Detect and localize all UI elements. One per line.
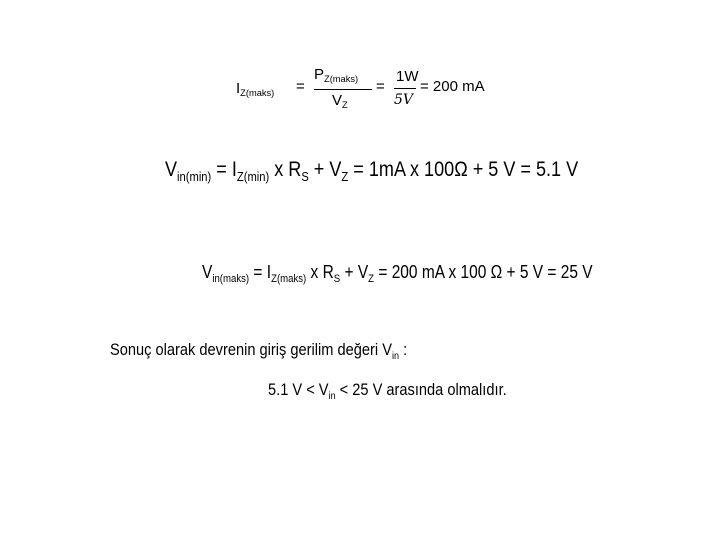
vin-min-calculation: = 1mA x 100Ω + 5 V = 5.1 V	[348, 158, 579, 181]
plus-sign: +	[308, 158, 330, 181]
iz-max-symbol	[236, 80, 274, 97]
vin-max-calculation: = 200 mA x 100 Ω + 5 V = 25 V	[374, 262, 593, 282]
vin-max-subscript: in(maks)	[212, 272, 250, 285]
fraction-bar-1	[314, 89, 372, 90]
conclusion-text	[110, 340, 456, 360]
vz-symbol	[332, 92, 348, 109]
voltage-value: 5V	[394, 92, 414, 108]
pz-max-subscript: Z(maks)	[324, 74, 359, 85]
vz-subscript: Z	[368, 272, 375, 285]
vin-max-line	[202, 262, 593, 283]
range-vin-subscript: in	[328, 389, 336, 402]
vin-subscript: in	[391, 349, 400, 362]
range-line	[268, 380, 507, 400]
iz-max-letter: I	[236, 80, 241, 97]
vin-max-formula	[202, 262, 656, 283]
iz-max-result: = 200 mA	[420, 78, 485, 95]
iz-min-subscript: Z(min)	[236, 168, 270, 184]
rs-letter: R	[322, 262, 334, 282]
zener-current-formula	[236, 64, 506, 120]
times-sign: x	[269, 158, 289, 181]
iz-max2-letter: I	[266, 262, 272, 282]
iz-max2-subscript: Z(maks)	[271, 272, 307, 285]
iz-max-subscript: Z(maks)	[240, 88, 275, 99]
vin-min-subscript: in(min)	[177, 168, 212, 184]
rs-subscript: S	[301, 168, 309, 184]
vz-letter: V	[357, 262, 369, 282]
vz-subscript: Z	[341, 168, 349, 184]
vz-letter: V	[332, 92, 343, 109]
plus-sign: +	[340, 262, 358, 282]
rs-subscript: S	[333, 272, 341, 285]
vin-min-equals: =	[211, 158, 232, 181]
range-upper: < 25 V arasında olmalıdır.	[335, 380, 507, 399]
vin-range	[268, 380, 546, 400]
vin-min-formula	[165, 158, 645, 182]
equals-sign-1: =	[296, 78, 305, 95]
vin-min-letter: V	[165, 158, 178, 181]
pz-max-symbol	[314, 66, 358, 83]
pz-max-letter: P	[314, 66, 325, 83]
vin-max-letter: V	[202, 262, 213, 282]
vin-letter: V	[382, 340, 392, 359]
fraction-bar-2	[394, 88, 416, 89]
vin-max-equals: =	[249, 262, 267, 282]
conclusion-sentence: Sonuç olarak devrenin giriş gerilim değeri	[110, 340, 383, 359]
iz-min-letter: I	[231, 158, 237, 181]
rs-letter: R	[288, 158, 302, 181]
conclusion-colon: :	[399, 340, 408, 359]
range-lower: 5.1 V <	[268, 380, 319, 399]
power-value: 1W	[396, 68, 419, 85]
vz-letter: V	[329, 158, 342, 181]
equals-sign-2: =	[376, 78, 385, 95]
times-sign: x	[306, 262, 323, 282]
conclusion-line	[110, 340, 407, 360]
range-vin-letter: V	[318, 380, 329, 399]
vin-min-line	[165, 158, 578, 182]
vz-subscript: Z	[342, 100, 348, 111]
